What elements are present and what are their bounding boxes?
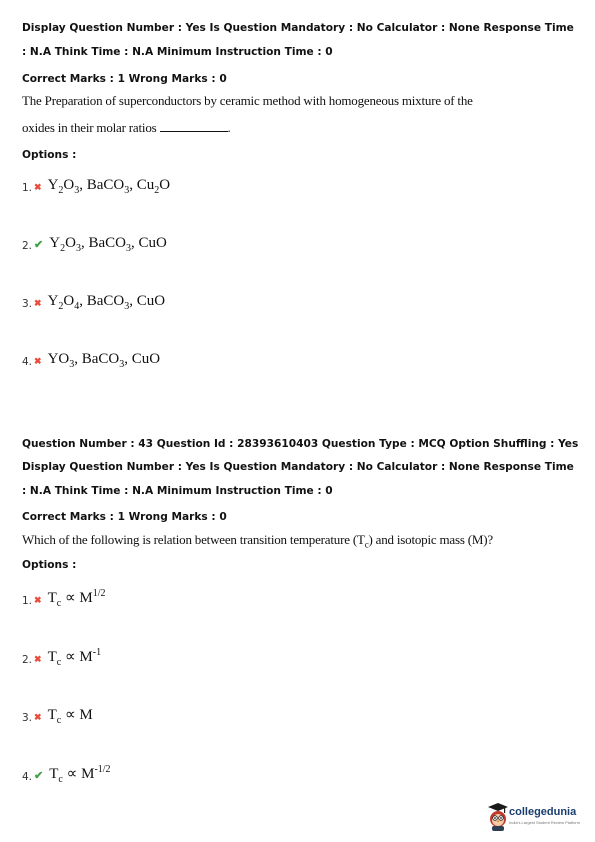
q1-marks: Correct Marks : 1 Wrong Marks : 0 [22,73,227,85]
option-text: $Y_2O_3$, BaCO$_3$, $Cu_2O$ [47,177,171,196]
q2-text-b: ) and isotopic mass (M)? [368,532,493,547]
q1-text-line-2 [22,120,231,136]
q2-options-label: Options : [22,559,77,571]
wrong-cross-icon: ✖ [34,712,42,722]
q2-meta-line-1: Question Number : 43 Question Id : 28393610403 Question Type : MCQ Option Shuffling : Yes [22,438,579,450]
collegedunia-logo [487,800,587,834]
q1-option-2[interactable] [22,234,167,254]
q2-option-2[interactable] [22,647,101,668]
logo-name: collegedunia [509,806,577,818]
q2-option-1[interactable] [22,588,106,609]
q2-marks: Correct Marks : 1 Wrong Marks : 0 [22,511,227,523]
option-text: $Y_2O_3$, BaCO$_3$, CuO [49,235,167,254]
option-text: $T_c \propto M$ [47,707,93,726]
q2-text-a: Which of the following is relation between transition temperature (T [22,532,365,547]
q2-option-3[interactable] [22,705,93,726]
option-number: 2. [22,654,33,666]
option-text: $T_c \propto M^{-1/2}$ [49,764,111,785]
option-number: 1. [22,595,33,607]
q1-options-label: Options : [22,149,77,161]
wrong-cross-icon: ✖ [34,654,42,664]
q1-option-1[interactable] [22,176,170,196]
option-text: $Y_2O_4$, BaCO$_3$, CuO [47,293,166,312]
q2-meta-line-3: : N.A Think Time : N.A Minimum Instruction Time : 0 [22,485,333,497]
option-number: 3. [22,298,33,310]
option-number: 4. [22,771,33,783]
wrong-cross-icon: ✖ [34,298,42,308]
answer-blank [160,120,228,132]
q1-option-4[interactable] [22,350,160,370]
q2-meta-line-2: Display Question Number : Yes Is Question Mandatory : No Calculator : None Response Time [22,461,574,473]
option-number: 3. [22,712,33,724]
option-number: 1. [22,182,33,194]
option-text: $T_c \propto M^{1/2}$ [47,588,106,609]
option-number: 2. [22,240,33,252]
q1-text-line-2-main: oxides in their molar ratios [22,120,157,135]
q2-text-sub: c [364,539,369,550]
q1-meta-line-2: : N.A Think Time : N.A Minimum Instruction Time : 0 [22,46,333,58]
q1-text-end: . [227,120,231,135]
option-number: 4. [22,356,33,368]
wrong-cross-icon: ✖ [34,595,42,605]
option-text: $T_c \propto M^{-1}$ [47,647,102,668]
q1-option-3[interactable] [22,292,165,312]
q2-option-4[interactable] [22,764,111,785]
q1-text-line-1: The Preparation of superconductors by ceramic method with homogeneous mixture of the [22,93,473,108]
q2-text [22,532,493,553]
correct-check-icon: ✔ [34,770,44,782]
wrong-cross-icon: ✖ [34,182,42,192]
logo-tagline: India's Largest Student Review Platform [509,820,581,825]
graduate-owl-icon [487,802,509,832]
wrong-cross-icon: ✖ [34,356,42,366]
correct-check-icon: ✔ [34,239,44,251]
q1-meta-line-1: Display Question Number : Yes Is Question Mandatory : No Calculator : None Response Time [22,22,574,34]
option-text: $YO_3$, BaCO$_3$, CuO [47,351,161,370]
